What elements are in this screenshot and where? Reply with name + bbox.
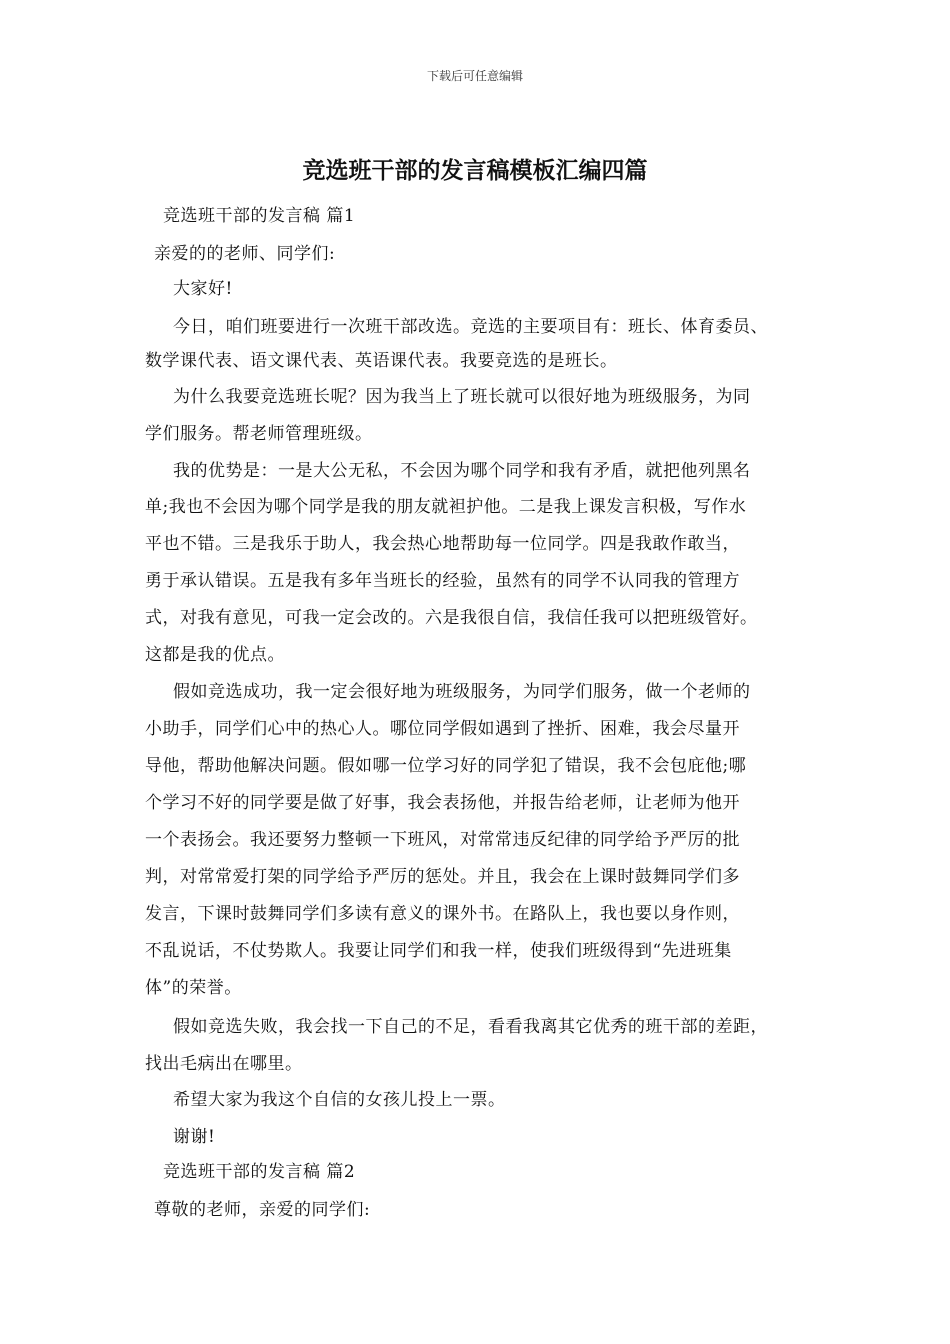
- paragraph-line: 平也不错。三是我乐于助人，我会热心地帮助每一位同学。四是我敢作敢当，: [145, 534, 740, 554]
- paragraph-line: 一个表扬会。我还要努力整顿一下班风，对常常违反纪律的同学给予严厉的批: [145, 830, 740, 850]
- header-note: 下载后可任意编辑: [426, 69, 523, 83]
- paragraph-line: 不乱说话，不仗势欺人。我要让同学们和我一样，使我们班级得到“先进班集: [145, 941, 732, 961]
- paragraph-line: 我的优势是：一是大公无私，不会因为哪个同学和我有矛盾，就把他列黑名: [173, 461, 751, 481]
- paragraph-line: 小助手，同学们心中的热心人。哪位同学假如遇到了挫折、困难，我会尽量开: [145, 719, 740, 739]
- salutation: 尊敬的老师，亲爱的同学们:: [154, 1200, 371, 1220]
- paragraph-line: 假如竞选失败，我会找一下自己的不足，看看我离其它优秀的班干部的差距，: [173, 1017, 768, 1037]
- paragraph-line: 这都是我的优点。: [145, 645, 285, 665]
- paragraph-line: 式，对我有意见，可我一定会改的。六是我很自信，我信任我可以把班级管好。: [145, 608, 758, 628]
- section-heading-1: 竞选班干部的发言稿 篇1: [163, 206, 356, 226]
- paragraph-line: 学们服务。帮老师管理班级。: [145, 424, 373, 444]
- paragraph-line: 数学课代表、语文课代表、英语课代表。我要竞选的是班长。: [145, 351, 618, 371]
- paragraph-line: 个学习不好的同学要是做了好事，我会表扬他，并报告给老师，让老师为他开: [145, 793, 740, 813]
- paragraph-line: 判，对常常爱打架的同学给予严厉的惩处。并且，我会在上课时鼓舞同学们多: [145, 867, 740, 887]
- paragraph-line: 导他，帮助他解决问题。假如哪一位学习好的同学犯了错误，我不会包庇他;哪: [145, 756, 747, 776]
- paragraph-line: 单;我也不会因为哪个同学是我的朋友就袒护他。二是我上课发言积极，写作水: [145, 497, 747, 517]
- paragraph-line: 希望大家为我这个自信的女孩儿投上一票。: [173, 1090, 506, 1110]
- closing: 谢谢!: [173, 1127, 216, 1147]
- paragraph-line: 为什么我要竞选班长呢？因为我当上了班长就可以很好地为班级服务，为同: [173, 387, 751, 407]
- paragraph-line: 体”的荣誉。: [145, 978, 242, 998]
- greeting: 大家好!: [173, 279, 233, 299]
- paragraph-line: 今日，咱们班要进行一次班干部改选。竞选的主要项目有：班长、体育委员、: [173, 317, 768, 337]
- paragraph-line: 发言，下课时鼓舞同学们多读有意义的课外书。在路队上，我也要以身作则，: [145, 904, 740, 924]
- paragraph-line: 勇于承认错误。五是我有多年当班长的经验，虽然有的同学不认同我的管理方: [145, 571, 740, 591]
- paragraph-line: 找出毛病出在哪里。: [145, 1054, 303, 1074]
- salutation: 亲爱的的老师、同学们:: [154, 244, 336, 264]
- document-title: 竞选班干部的发言稿模板汇编四篇: [302, 157, 648, 184]
- paragraph-line: 假如竞选成功，我一定会很好地为班级服务，为同学们服务，做一个老师的: [173, 682, 751, 702]
- section-heading-2: 竞选班干部的发言稿 篇2: [163, 1162, 356, 1182]
